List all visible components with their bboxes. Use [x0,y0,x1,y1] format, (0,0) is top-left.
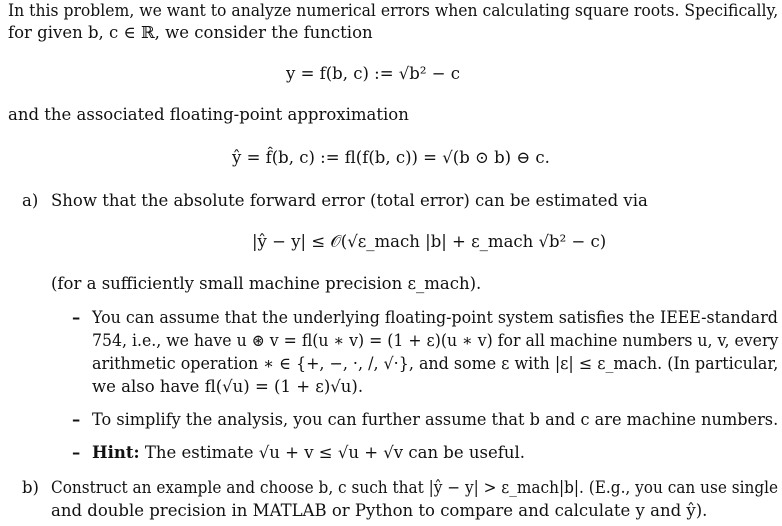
bullet-1-line-2: 754, i.e., we have u ⊛ v = fl(u ∗ v) = (1 + ε)(u ∗ v) for all machine numbers u, v, every [92,331,779,350]
intro-line-1: In this problem, we want to analyze numerical errors when calculating square roots. Specifically, [8,1,779,20]
intro-line-2: for given b, c ∈ ℝ, we consider the function [8,23,373,42]
part-b-line-2: and double precision in MATLAB or Python to compare and calculate y and ŷ). [51,501,708,520]
hint-text: The estimate √u + v ≤ √u + √v can be useful. [144,443,525,462]
bullet-1-line-1: You can assume that the underlying floating-point system satisfies the IEEE-standard [92,308,778,327]
bullet-3-line-1 [92,442,525,464]
part-a-label: a) [22,191,39,210]
function-definition: y = f(b, c) := √b² − c [286,64,461,83]
bullet-dash-3: – [72,443,81,462]
approximation-intro: and the associated floating-point approximation [8,105,409,124]
error-estimate: |ŷ − y| ≤ 𝒪(√ε_mach |b| + ε_mach √b² − c) [252,232,607,251]
bullet-1-line-3: arithmetic operation ∗ ∈ {+, −, ·, /, √·}, and some ε with |ε| ≤ ε_mach. (In particular, [92,354,779,373]
approximation-definition: ŷ = f̂(b, c) := fl(f(b, c)) = √(b ⊙ b) ⊖ c. [232,148,550,167]
bullet-1-line-4: we also have fl(√u) = (1 + ε)√u). [92,377,364,396]
part-a-text: Show that the absolute forward error (total error) can be estimated via [51,191,648,210]
part-b-label: b) [22,478,39,497]
part-a-condition: (for a sufficiently small machine precision ε_mach). [51,274,482,293]
bullet-dash-1: – [72,308,81,327]
part-b-line-1: Construct an example and choose b, c such that |ŷ − y| > ε_mach|b|. (E.g., you can use single [51,478,779,497]
bullet-2-line-1: To simplify the analysis, you can further assume that b and c are machine numbers. [92,410,779,429]
bullet-dash-2: – [72,410,81,429]
hint-label: Hint: [92,443,140,462]
